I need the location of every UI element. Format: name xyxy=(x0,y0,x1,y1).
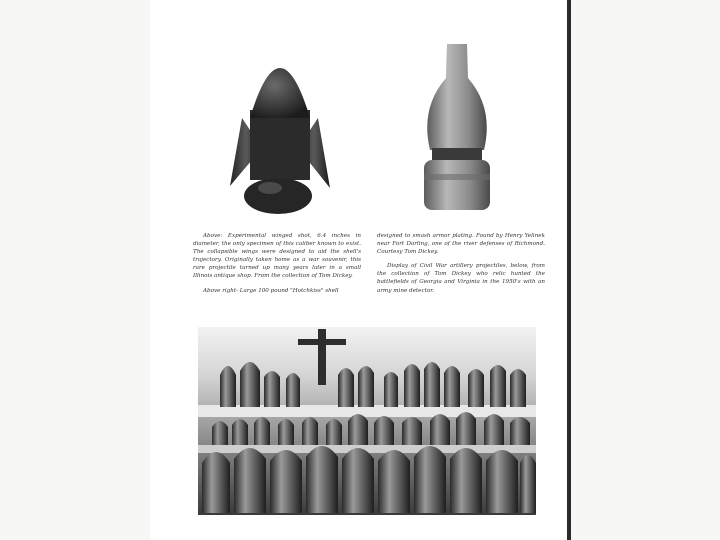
caption-winged-shot: Above: Experimental winged shot, 6.4 inches in diameter, the only specimen of this caliber known to exist. The collapsible wings were designed to aid the shell's trajectory. Originally taken home as a war souvenir, this rare projectile turned up many years later in a small Illinois antique shop. From the collection of Tom Dickey. xyxy=(193,233,361,280)
caption-left-column xyxy=(193,232,361,301)
caption-hotchkiss-continued: designed to smash armor plating. Found by Henry Yelinek near Fort Darling, one of the river defenses of Richmond. Courtesy Tom Dickey. xyxy=(377,233,545,256)
caption-hotchkiss-intro: Above right- Large 100 pound "Hotchkiss" shell xyxy=(203,287,339,294)
winged-shot-photo xyxy=(220,28,340,216)
page-edge-shadow xyxy=(567,0,571,540)
hotchkiss-shell-photo xyxy=(412,38,502,218)
caption-right-column xyxy=(377,232,545,301)
projectile-display-photo xyxy=(198,327,536,515)
caption-projectile-display: Display of Civil War artillery projectiles, below, from the collection of Tom Dickey who relic hunted the battlefields of Georgia and Virginia in the 1950's with an army mine detector. xyxy=(377,263,545,294)
